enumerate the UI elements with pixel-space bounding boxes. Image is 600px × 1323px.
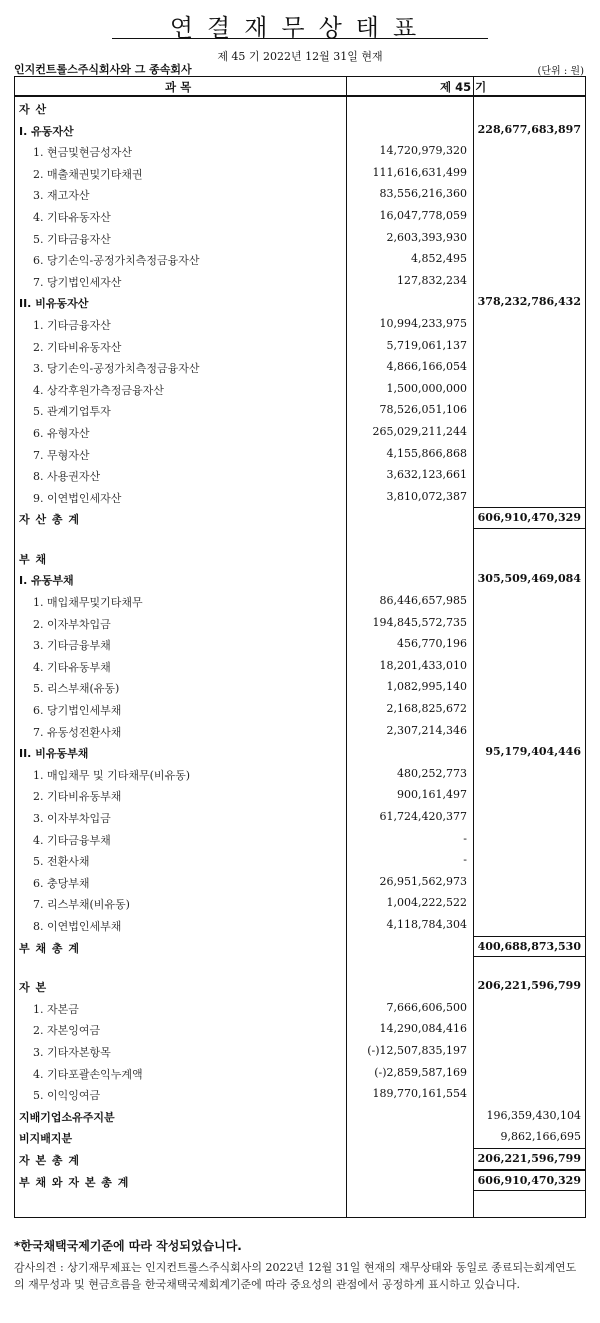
- row-label: 3. 이자부차입금: [33, 812, 111, 825]
- row-amount-detail: 194,845,572,735: [372, 615, 467, 629]
- table-row: [15, 464, 585, 486]
- row-label: 2. 기타비유동부채: [33, 790, 122, 804]
- table-row: [15, 443, 585, 465]
- table-row: [15, 720, 585, 742]
- table-row: [15, 1126, 585, 1148]
- row-label: 5. 기타금융자산: [33, 232, 111, 246]
- row-amount-detail: 2,168,825,672: [386, 702, 467, 716]
- row-amount-subtotal: 305,509,469,084: [477, 572, 581, 586]
- table-row: [15, 313, 585, 335]
- row-label: 3. 기타금융부채: [33, 639, 111, 653]
- row-amount-detail: 3,632,123,661: [386, 468, 467, 482]
- row-amount-detail: 4,866,166,054: [386, 360, 467, 374]
- row-amount-detail: 7,666,606,500: [386, 1000, 467, 1014]
- row-amount-detail: (-)12,507,835,197: [367, 1043, 467, 1057]
- table-row: [15, 763, 585, 785]
- row-label: I. 유동자산: [19, 124, 74, 138]
- table-row: [15, 248, 585, 270]
- row-amount-subtotal: 206,221,596,799: [477, 1151, 581, 1165]
- row-amount-detail: 83,556,216,360: [379, 187, 467, 201]
- row-amount-detail: 18,201,433,010: [379, 658, 467, 672]
- row-label: 자 본: [19, 981, 48, 995]
- row-amount-detail: 189,770,161,554: [372, 1087, 467, 1101]
- table-row: [15, 676, 585, 698]
- table-row: [15, 529, 585, 547]
- row-label: 7. 당기법인세자산: [33, 275, 122, 289]
- row-label: 5. 관계기업투자: [33, 405, 111, 419]
- row-amount-detail: 1,004,222,522: [386, 896, 467, 910]
- row-label: 자 본 총 계: [19, 1153, 80, 1167]
- table-row: [15, 356, 585, 378]
- table-row: [15, 119, 585, 141]
- table-row: [15, 975, 585, 997]
- row-label: 4. 기타포괄손익누계액: [33, 1067, 143, 1081]
- row-amount-detail: 10,994,233,975: [379, 316, 467, 330]
- table-row: [15, 568, 585, 590]
- total-row: [15, 1148, 585, 1170]
- row-label: 4. 기타금융부채: [33, 833, 111, 847]
- row-amount-detail: 4,155,866,868: [386, 446, 467, 460]
- row-amount-subtotal: 9,862,166,695: [500, 1130, 581, 1144]
- table-row: [15, 655, 585, 677]
- table-row: [15, 633, 585, 655]
- table-row: [15, 97, 585, 119]
- row-amount-detail: 1,500,000,000: [386, 381, 467, 395]
- row-label: 1. 현금및현금성자산: [33, 146, 132, 160]
- table-row: [15, 270, 585, 292]
- row-amount-detail: 4,118,784,304: [386, 917, 467, 931]
- row-label: 자 산 총 계: [19, 513, 80, 527]
- row-amount-detail: 265,029,211,244: [372, 424, 467, 438]
- row-label: 7. 리스부채(비유동): [33, 898, 130, 912]
- row-amount-detail: -: [463, 853, 467, 867]
- table-row: [15, 590, 585, 612]
- row-label: 4. 상각후원가측정금융자산: [33, 383, 164, 397]
- row-label: 1. 매입채무및기타채무: [33, 596, 143, 610]
- row-label: 2. 이자부차입금: [33, 617, 111, 631]
- row-label: 부 채: [19, 552, 48, 566]
- row-amount-detail: -: [463, 831, 467, 845]
- row-amount-detail: 86,446,657,985: [379, 594, 467, 608]
- table-row: [15, 957, 585, 975]
- table-row: [15, 378, 585, 400]
- row-amount-detail: 14,290,084,416: [379, 1022, 467, 1036]
- table-row: [15, 547, 585, 569]
- table-row: [15, 828, 585, 850]
- row-amount-detail: 3,810,072,387: [386, 489, 467, 503]
- header-period: 제 45 기: [440, 80, 487, 94]
- row-amount-detail: 127,832,234: [397, 273, 467, 287]
- row-amount-subtotal: 206,221,596,799: [477, 979, 581, 993]
- table-row: [15, 335, 585, 357]
- table-row: [15, 1062, 585, 1084]
- row-label: II. 비유동부채: [19, 747, 89, 761]
- row-label: 7. 유동성전환사채: [33, 725, 122, 739]
- table-row: [15, 871, 585, 893]
- row-label: 4. 기타유동부채: [33, 660, 111, 674]
- row-label: 5. 전환사채: [33, 855, 90, 869]
- row-label: 4. 기타유동자산: [33, 210, 111, 224]
- table-row: [15, 1083, 585, 1105]
- row-label: 1. 매입채무 및 기타채무(비유동): [33, 768, 191, 782]
- table-row: [15, 162, 585, 184]
- table-row: [15, 892, 585, 914]
- row-amount-detail: 2,603,393,930: [386, 230, 467, 244]
- table-row: [15, 421, 585, 443]
- table-row: [15, 140, 585, 162]
- table-header: [15, 77, 585, 97]
- row-label: 2. 자본잉여금: [33, 1024, 101, 1038]
- statement-title: 연결재무상태표: [169, 14, 431, 42]
- row-label: 3. 재고자산: [33, 189, 90, 203]
- row-label: 부 채 총 계: [19, 941, 80, 955]
- row-label: 5. 이익잉여금: [33, 1089, 101, 1103]
- row-amount-detail: 456,770,196: [397, 637, 467, 651]
- table-row: [15, 399, 585, 421]
- row-amount-detail: 1,082,995,140: [386, 680, 467, 694]
- table-row: [15, 612, 585, 634]
- footnote: *한국채택국제기준에 따라 작성되었습니다.: [14, 1239, 242, 1253]
- table-row: [15, 806, 585, 828]
- row-amount-subtotal: 606,910,470,329: [477, 1173, 581, 1187]
- row-label: 1. 기타금융자산: [33, 318, 111, 332]
- row-label: 7. 무형자산: [33, 448, 90, 462]
- row-amount-detail: 2,307,214,346: [386, 723, 467, 737]
- row-label: 3. 기타자본항목: [33, 1045, 111, 1059]
- total-rule-top: [473, 1170, 585, 1171]
- row-label: 9. 이연법인세자산: [33, 491, 122, 505]
- row-amount-detail: 111,616,631,499: [372, 165, 467, 179]
- row-label: 1. 자본금: [33, 1002, 79, 1016]
- table-row: [15, 1018, 585, 1040]
- row-label: 2. 기타비유동자산: [33, 340, 122, 354]
- table-body: [15, 97, 585, 1191]
- total-rule-top: [473, 1148, 585, 1149]
- row-amount-detail: 78,526,051,106: [379, 403, 467, 417]
- row-label: 5. 리스부채(유동): [33, 682, 120, 696]
- row-label: 3. 당기손익-공정가치측정금융자산: [33, 362, 200, 376]
- table-row: [15, 849, 585, 871]
- row-label: 6. 당기법인세부채: [33, 704, 122, 718]
- row-amount-detail: (-)2,859,587,169: [374, 1065, 467, 1079]
- total-rule-top: [473, 936, 585, 937]
- row-amount-detail: 26,951,562,973: [379, 874, 467, 888]
- total-rule-bottom: [473, 1190, 585, 1191]
- total-row: [15, 507, 585, 529]
- table-row: [15, 227, 585, 249]
- row-label: 부 채 와 자 본 총 계: [19, 1175, 130, 1189]
- row-amount-subtotal: 400,688,873,530: [477, 939, 581, 953]
- balance-sheet-table: [14, 76, 586, 1218]
- total-row: [15, 1170, 585, 1192]
- row-label: 8. 사용권자산: [33, 470, 101, 484]
- total-row: [15, 936, 585, 958]
- unit-label: (단위 : 원): [537, 66, 584, 77]
- row-label: 8. 이연법인세부채: [33, 919, 122, 933]
- row-amount-subtotal: 95,179,404,446: [485, 745, 581, 759]
- row-amount-subtotal: 196,359,430,104: [486, 1108, 581, 1122]
- row-amount-detail: 16,047,778,059: [379, 208, 467, 222]
- row-label: 6. 충당부채: [33, 876, 90, 890]
- table-row: [15, 784, 585, 806]
- company-name: 인지컨트롤스주식회사와 그 종속회사: [14, 63, 192, 76]
- table-row: [15, 183, 585, 205]
- table-row: [15, 914, 585, 936]
- row-amount-detail: 14,720,979,320: [379, 144, 467, 158]
- audit-opinion: 감사의견 : 상기재무제표는 인지컨트롤스주식회사의 2022년 12월 31일 현재의 재무상태와 동일로 종료되는회계연도의 재무성과 및 현금흐름을 한국채택국제회계기준에 따라 중요성의 관점에서 공정하게 표시하고 있습니다.: [14, 1261, 577, 1291]
- table-row: [15, 291, 585, 313]
- table-row: [15, 698, 585, 720]
- row-amount-detail: 480,252,773: [397, 766, 467, 780]
- row-label: 지배기업소유주지분: [19, 1110, 115, 1124]
- total-rule-top: [473, 507, 585, 508]
- title-underline: [112, 38, 488, 39]
- row-amount-detail: 5,719,061,137: [386, 338, 467, 352]
- row-label: 6. 유형자산: [33, 426, 90, 440]
- table-row: [15, 997, 585, 1019]
- row-label: 6. 당기손익-공정가치측정금융자산: [33, 254, 200, 268]
- statement-period: 제 45 기 2022년 12월 31일 현재: [217, 50, 383, 63]
- row-label: 자 산: [19, 103, 48, 116]
- table-row: [15, 486, 585, 508]
- row-label: II. 비유동자산: [19, 297, 89, 311]
- row-label: I. 유동부채: [19, 574, 74, 588]
- table-row: [15, 1040, 585, 1062]
- row-amount-subtotal: 606,910,470,329: [477, 511, 581, 525]
- row-amount-detail: 4,852,495: [411, 252, 467, 266]
- row-amount-subtotal: 228,677,683,897: [477, 122, 581, 136]
- row-amount-subtotal: 378,232,786,432: [477, 295, 581, 309]
- row-label: 비지배지분: [19, 1132, 73, 1146]
- row-amount-detail: 61,724,420,377: [379, 810, 467, 823]
- row-amount-detail: 900,161,497: [397, 788, 467, 802]
- table-row: [15, 205, 585, 227]
- table-row: [15, 1105, 585, 1127]
- table-row: [15, 741, 585, 763]
- header-item: 과 목: [165, 80, 192, 94]
- row-label: 2. 매출채권및기타채권: [33, 167, 143, 181]
